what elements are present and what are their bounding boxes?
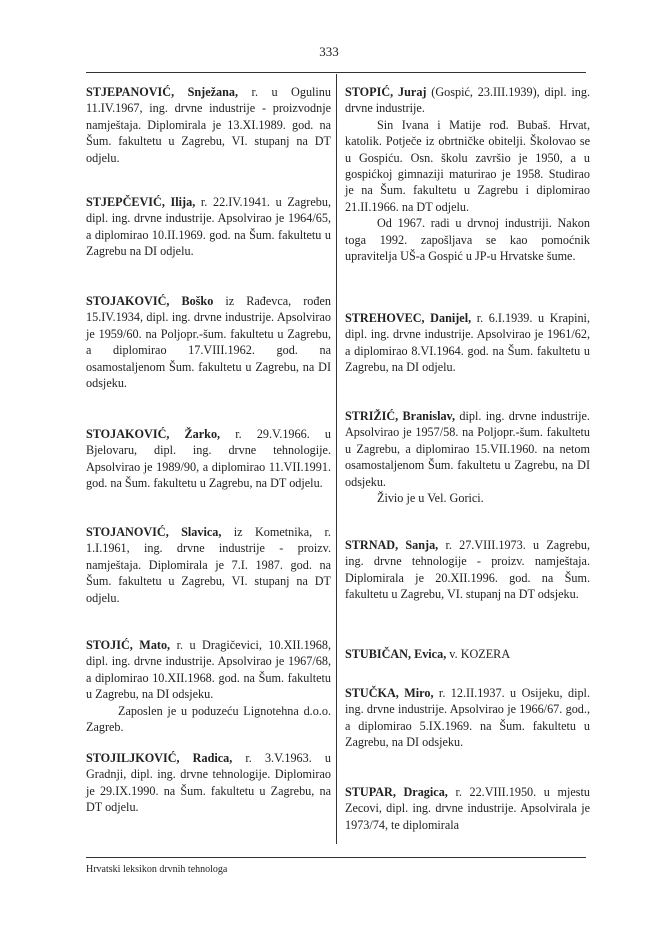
entry-strnad [345, 537, 590, 603]
entry-text: r. 29.V.1966. u Bjelovaru, dipl. ing. drvne tehnologije. Apsolvirao je 1989/90, a diplomirao 11.VII.1991. god. na Šum. fakultetu u Zagrebu, na DT odjelu. [86, 427, 331, 491]
entry-stojiljkovic [86, 750, 331, 816]
entry-text: r. 6.I.1939. u Krapini, dipl. ing. drvne industrije. Apsolvirao je 1961/62, a diplomirao 8.VI.1964. god. na Šum. fakultetu u Zagrebu, na DI odjelu. [345, 311, 590, 375]
entry-stojic [86, 637, 331, 735]
entry-stopic [345, 84, 590, 264]
entry-head: STUPAR, Dragica, [345, 785, 448, 799]
entry-head: STOJAKOVIĆ, Žarko, [86, 427, 221, 441]
page-number: 333 [319, 44, 339, 59]
entry-text: r. u Ogulinu 11.IV.1967, ing. drvne industrije - proizvodnje namještaja. Diplomirala je 13.XI.1989. god. na Šum. fakultetu u Zagrebu, VI. stupanj na DT odjelu. [86, 85, 331, 165]
entry-strizic [345, 408, 590, 506]
entry-stojakovic-zarko [86, 426, 331, 492]
entry-head: STUČKA, Miro, [345, 686, 434, 700]
entry-text: r. 3.V.1963. u Gradnji, dipl. ing. drvne tehnologije. Diplomirao je 29.IX.1990. na Šum. fakultetu u Zagrebu, na DT odjelu. [86, 751, 331, 815]
entry-stojakovic-bosko [86, 293, 331, 391]
entry-head: STOJANOVIĆ, Slavica, [86, 525, 222, 539]
top-rule [86, 72, 586, 73]
entry-head: STOJILJKOVIĆ, Radica, [86, 751, 233, 765]
entry-text: v. KOZERA [446, 647, 511, 661]
column-divider [336, 74, 337, 844]
entry-paragraph: Sin Ivana i Matije rođ. Bubaš. Hrvat, katolik. Potječe iz obrtničke obitelji. Školovao se u Gospiću. Osn. školu završio je 1950, a u gospićkoj gimnaziji maturirao je 1958. Studirao je na Šum. fakultetu u Zagrebu i diplomirao 21.II.1966. na DT odjelu. [345, 117, 590, 214]
entry-stjepanovic [86, 84, 331, 166]
entry-head: STJEPČEVIĆ, Ilija, [86, 195, 196, 209]
entry-text: iz Kometnika, r. 1.I.1961, ing. drvne industrije - proizv. namještaja. Diplomirala je 7.I. 1987. god. na Šum. fakultetu u Zagrebu, VI. stupanj na DT odjelu. [86, 525, 331, 605]
entry-text: r. u Dragičevici, 10.XII.1968, dipl. ing. drvne industrije. Apsolvirao je 1967/68, a diplomirao 10.XII.1968. god. na Šum. fakultetu u Zagrebu, na DI odsjeku. [86, 638, 331, 702]
entry-text: iz Rađevca, rođen 15.IV.1934, dipl. ing. drvne industrije. Apsolvirao je 1959/60. na Poljopr.-šum. fakultetu u Zagrebu, a diplomirao 17.VIII.1962. god. na osamostaljenom Šum. fakultetu u Zagrebu, na DI odsjeku. [86, 294, 331, 391]
entry-text: (Gospić, 23.III.1939), dipl. ing. drvne industrije. [345, 85, 590, 116]
entry-head: STOJIĆ, Mato, [86, 638, 171, 652]
entry-text: r. 22.VIII.1950. u mjestu Zecovi, dipl. ing. drvne industrije. Apsolvirala je 1973/74, te diplomirala [345, 785, 590, 832]
entry-head: STRNAD, Sanja, [345, 538, 439, 552]
bottom-rule [86, 857, 586, 858]
entry-head: STREHOVEC, Danijel, [345, 311, 472, 325]
entry-text: dipl. ing. drvne industrije. Apsolvirao je 1957/58. na Poljopr.-šum. fakultetu u Zagrebu, a diplomirao 15.VII.1960. na netom osamostaljenom Šum. fakultetu u Zagrebu, na DI odsjeku. [345, 409, 590, 489]
entry-stucka [345, 685, 590, 751]
entry-paragraph: Od 1967. radi u drvnoj industriji. Nakon toga 1992. zapošljava se kao pomoćnik upravitelja UŠ-a Gospić u JP-u Hrvatske šume. [345, 216, 590, 264]
entry-text: r. 27.VIII.1973. u Zagrebu, ing. drvne tehnologije - proizv. namještaja. Diplomirala je 20.XII.1996. god. na Šum. fakultetu u Zagrebu, VI. stupanj na DT odsjeku. [345, 538, 590, 602]
entry-head: STOPIĆ, Juraj [345, 85, 427, 99]
entry-stubican [345, 646, 590, 662]
entry-head: STJEPANOVIĆ, Snježana, [86, 85, 239, 99]
entry-text: r. 22.IV.1941. u Zagrebu, dipl. ing. drvne industrije. Apsolvirao je 1964/65, a diplomirao 10.II.1969. god. na Šum. fakultetu u Zagrebu na DI odjelu. [86, 195, 331, 259]
entry-paragraph: Zaposlen je u poduzeću Lignotehna d.o.o. Zagreb. [86, 703, 331, 735]
entry-stupar [345, 784, 590, 833]
entry-strehovec [345, 310, 590, 376]
entry-stojanovic [86, 524, 331, 606]
entry-paragraph: Živio je u Vel. Gorici. [377, 491, 484, 506]
entry-head: STRIŽIĆ, Branislav, [345, 409, 456, 423]
entry-text: r. 12.II.1937. u Osijeku, dipl. ing. drvne industrije. Apsolvirao je 1966/67. god., a diplomirao 5.IX.1969. na Šum. fakultetu u Zagrebu, na DI odsjeku. [345, 686, 590, 750]
entry-head: STOJAKOVIĆ, Boško [86, 294, 214, 308]
entry-stjepcevic [86, 194, 331, 260]
entry-head: STUBIČAN, Evica, [345, 647, 447, 661]
footer-text: Hrvatski leksikon drvnih tehnologa [86, 864, 228, 875]
